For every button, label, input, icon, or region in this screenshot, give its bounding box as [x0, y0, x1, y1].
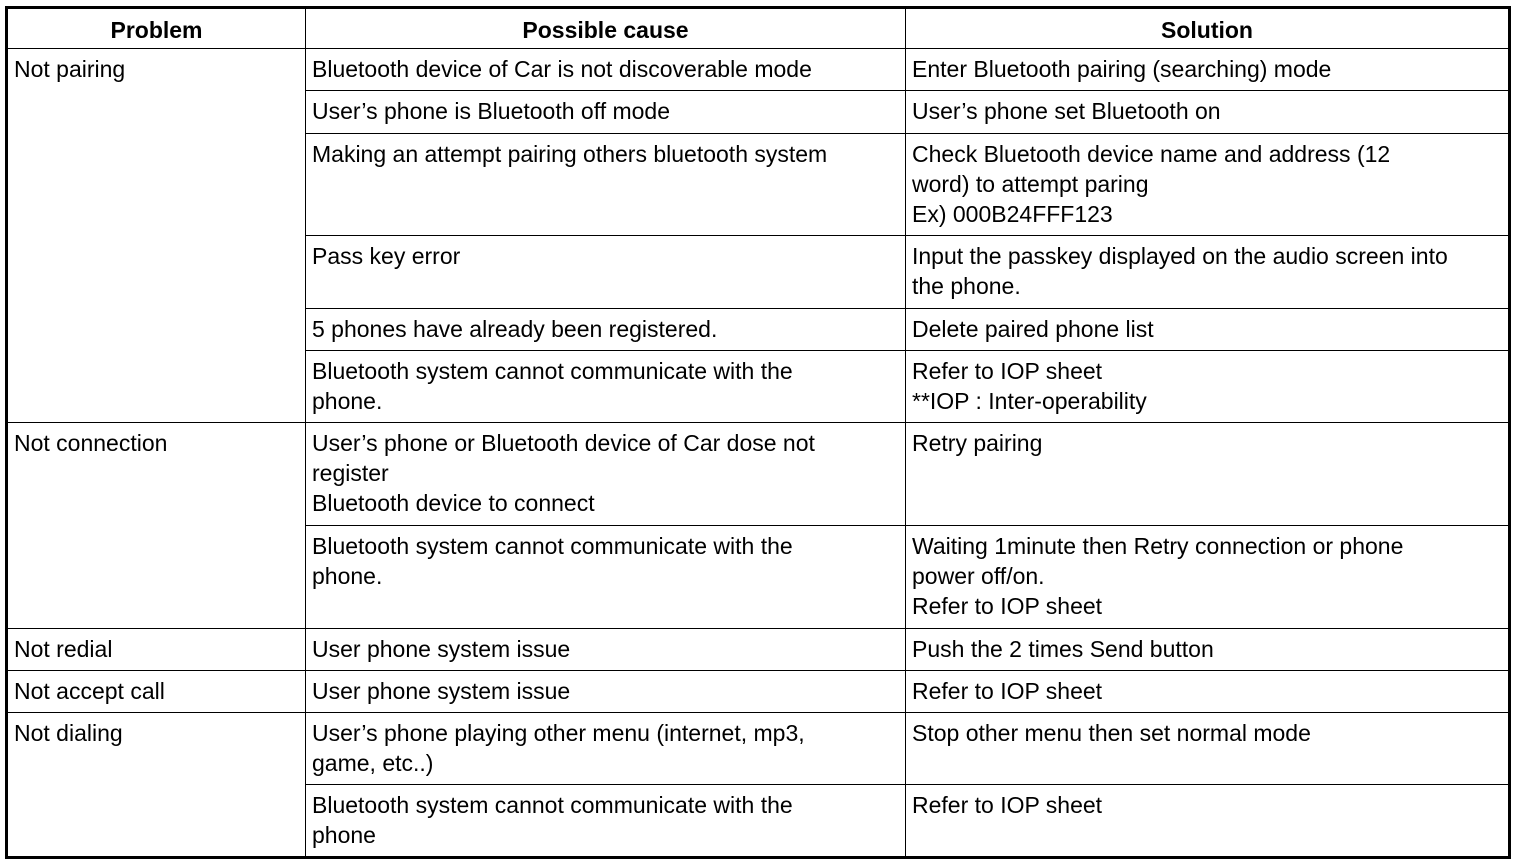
solution-cell: Refer to IOP sheet	[906, 670, 1510, 712]
solution-cell: User’s phone set Bluetooth on	[906, 91, 1510, 133]
table-row	[7, 713, 1510, 785]
cause-cell: Pass key error	[306, 236, 906, 308]
solution-cell: Refer to IOP sheet **IOP : Inter-operability	[906, 350, 1510, 422]
solution-cell: Waiting 1minute then Retry connection or phone power off/on. Refer to IOP sheet	[906, 525, 1510, 628]
problem-cell: Not accept call	[7, 670, 306, 712]
cause-cell: User phone system issue	[306, 670, 906, 712]
cause-cell: Bluetooth device of Car is not discoverable mode	[306, 49, 906, 91]
cause-cell: User phone system issue	[306, 628, 906, 670]
cause-cell: Bluetooth system cannot communicate with the phone.	[306, 350, 906, 422]
cause-cell: Making an attempt pairing others bluetooth system	[306, 133, 906, 236]
solution-cell: Push the 2 times Send button	[906, 628, 1510, 670]
table-row	[7, 49, 1510, 91]
table-row	[7, 423, 1510, 526]
cause-cell: Bluetooth system cannot communicate with the phone.	[306, 525, 906, 628]
cause-cell: 5 phones have already been registered.	[306, 308, 906, 350]
header-row	[7, 8, 1510, 49]
header-possible-cause: Possible cause	[306, 8, 906, 49]
problem-cell: Not dialing	[7, 713, 306, 858]
problem-cell: Not connection	[7, 423, 306, 628]
solution-cell: Input the passkey displayed on the audio screen into the phone.	[906, 236, 1510, 308]
cause-cell: User’s phone is Bluetooth off mode	[306, 91, 906, 133]
troubleshooting-table	[5, 6, 1511, 859]
header-problem: Problem	[7, 8, 306, 49]
solution-cell: Enter Bluetooth pairing (searching) mode	[906, 49, 1510, 91]
solution-cell: Refer to IOP sheet	[906, 785, 1510, 858]
problem-cell: Not pairing	[7, 49, 306, 423]
header-solution: Solution	[906, 8, 1510, 49]
solution-cell: Delete paired phone list	[906, 308, 1510, 350]
solution-cell: Retry pairing	[906, 423, 1510, 526]
solution-cell: Check Bluetooth device name and address (12 word) to attempt paring Ex) 000B24FFF123	[906, 133, 1510, 236]
table-row	[7, 670, 1510, 712]
cause-cell: Bluetooth system cannot communicate with the phone	[306, 785, 906, 858]
table-row	[7, 628, 1510, 670]
solution-cell: Stop other menu then set normal mode	[906, 713, 1510, 785]
cause-cell: User’s phone or Bluetooth device of Car dose not register Bluetooth device to connect	[306, 423, 906, 526]
cause-cell: User’s phone playing other menu (internet, mp3, game, etc..)	[306, 713, 906, 785]
problem-cell: Not redial	[7, 628, 306, 670]
